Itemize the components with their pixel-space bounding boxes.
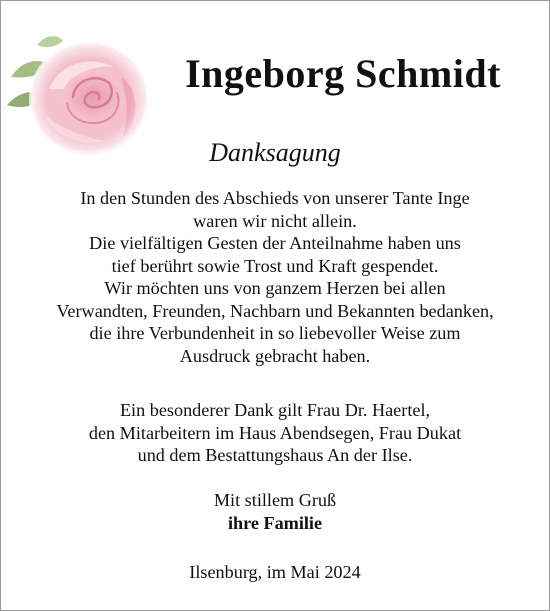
text-line: waren wir nicht allein.	[193, 210, 357, 231]
notice-title: Danksagung	[209, 138, 341, 167]
text-line: den Mitarbeitern im Haus Abendsegen, Frau Dukat	[88, 422, 462, 443]
signature: ihre Familie	[227, 512, 323, 533]
text-line: Verwandten, Freunden, Nachbarn und Bekannten bedanken,	[56, 300, 494, 321]
place-date-text: Ilsenburg, im Mai 2024	[189, 562, 361, 582]
text-line: Ein besonderer Dank gilt Frau Dr. Haertel,	[119, 400, 431, 420]
text-line: die ihre Verbundenheit in so liebevoller Weise zum	[89, 323, 461, 343]
closing	[1, 489, 549, 534]
text-line: Die vielfältigen Gesten der Anteilnahme haben uns	[89, 233, 461, 253]
text-line: Wir möchten uns von ganzem Herzen bei allen	[104, 278, 446, 298]
text-line: Ausdruck gebracht haben.	[179, 345, 371, 366]
thanks-paragraph	[1, 187, 549, 367]
greeting: Mit stillem Gruß	[213, 490, 337, 510]
deceased-name: Ingeborg Schmidt	[185, 51, 501, 96]
text-line: tief berührt sowie Trost und Kraft gespendet.	[111, 255, 439, 276]
place-date	[1, 561, 549, 584]
text-line: In den Stunden des Abschieds von unserer Tante Inge	[80, 188, 470, 208]
special-thanks-paragraph	[1, 399, 549, 467]
text-line: und dem Bestattungshaus An der Ilse.	[137, 445, 413, 465]
